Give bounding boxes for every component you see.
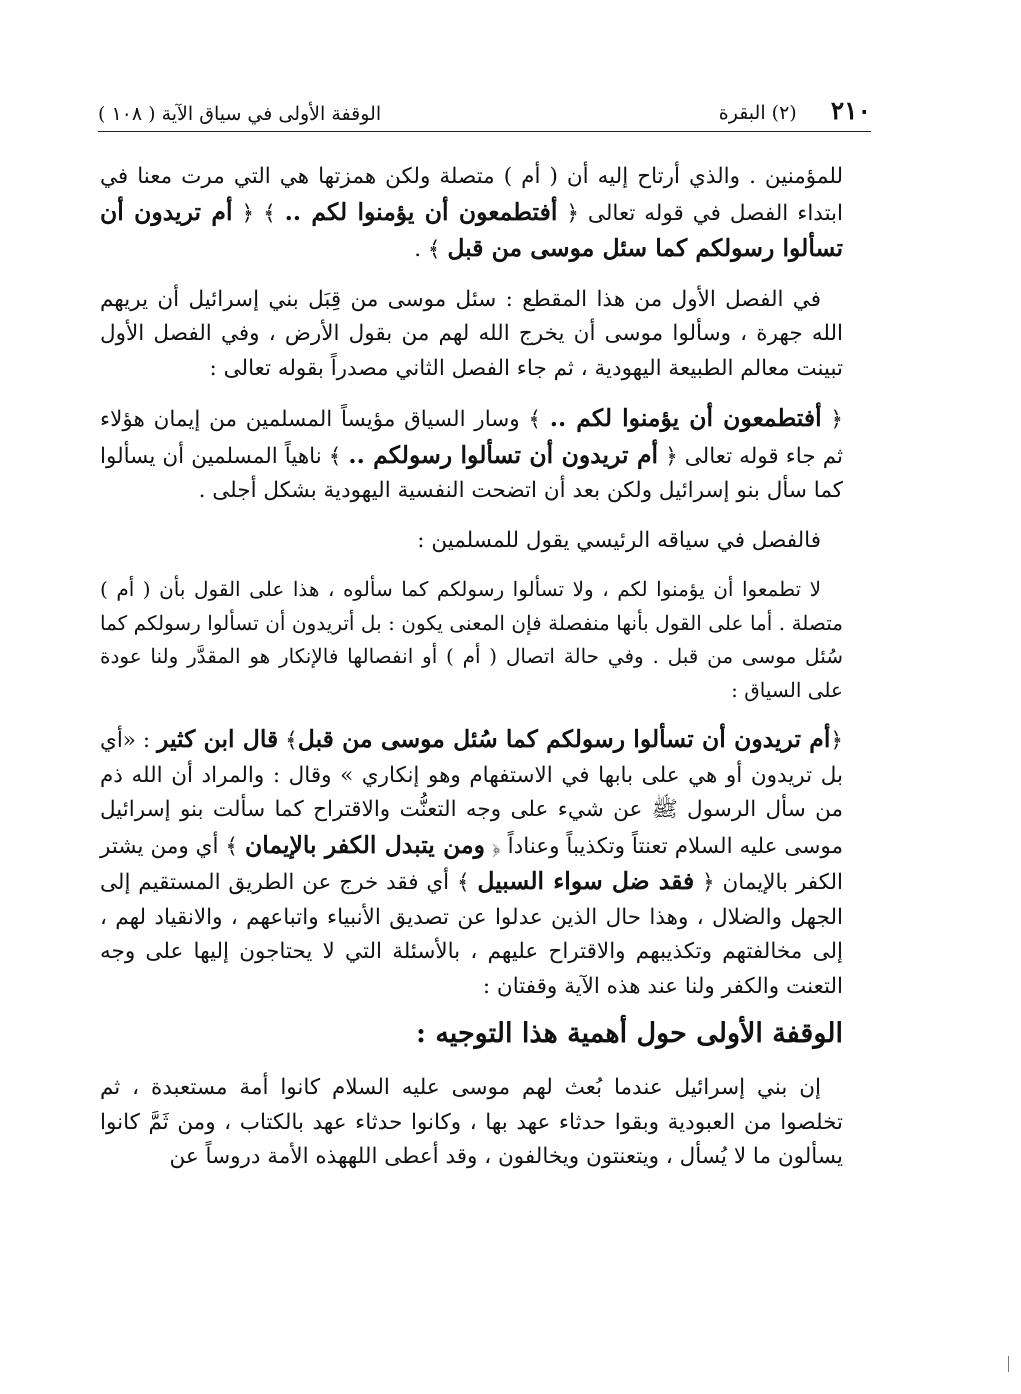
quran-quote: أفتطمعون أن يؤمنوا لكم ..	[549, 404, 822, 432]
page-number: ٢١٠	[830, 96, 871, 125]
page-header	[98, 92, 871, 132]
page-body	[100, 160, 843, 1175]
text: ﴿	[821, 407, 844, 432]
paragraph-3	[100, 401, 843, 509]
text: ﴾ ناهياً المسلمين أن يسألوا كما سأل بنو إسرائيل ولكن بعد أن اتضحت النفسية اليهودية بشكل أجلى .	[100, 443, 843, 503]
text: ﴾ أي فقد خرج عن الطريق المستقيم إلى الجهل والضلال ، وهذا حال الذين عدلوا عن تصديق الأنبياء واتباعهم ، والانقياد لهم ، إلى مخالفتهم وتكذيبهم والاقتراح عليهم ، بالأسئلة التي لا يحتاجون إليها على وجه التعنت والكفر ولنا عند هذه الآية وقفتان :	[100, 870, 843, 999]
sura-name: (٢) البقرة	[718, 102, 797, 124]
text: ﴾ أي ومن يشتر الكفر بالإيمان ﴿	[100, 833, 844, 895]
text: ﴾ .	[414, 237, 448, 262]
text: ﴾ وسار السياق مؤيساً المسلمين من إيمان هؤلاء ثم جاء قوله تعالى ﴿	[100, 407, 843, 469]
paragraph-6	[100, 722, 843, 1004]
scan-mark	[1008, 1356, 1009, 1372]
quran-quote: أم تريدون أن تسألوا رسولكم كما سئل موسى من قبل	[100, 197, 843, 262]
author-citation: قال ابن كثير	[157, 725, 279, 753]
text: ﴾ ﴿	[232, 200, 285, 226]
quran-quote: أم تريدون أن تسألوا رسولكم ..	[348, 440, 659, 469]
paragraph-7: إن بني إسرائيل عندما بُعث لهم موسى عليه السلام كانوا أمة مستعبدة ، ثم تخلصوا من العبودية وبقوا حدثاء عهد بها ، وكانوا حدثاء عهد بالكتاب ، ومن ثَمَّ كانوا يسألون ما لا يُسأل ، ويتعنتون ويخالفون ، وقد أعطى اللههذه الأمة دروساً عن	[100, 1075, 843, 1169]
paragraph-5: لا تطمعوا أن يؤمنوا لكم ، ولا تسألوا رسولكم كما سألوه ، هذا على القول بأن ( أم ) متصلة . أما على القول بأنها منفصلة فإن المعنى يكون : بل أتريدون أن تسألوا رسولكم كما سُئل موسى من قبل . وفي حالة اتصال ( أم ) أو انفصالها فالإنكار هو المقدَّر ولنا عودة على السياق :	[100, 577, 843, 702]
paragraph-1	[100, 160, 843, 268]
quran-quote: أفتطمعون أن يؤمنوا لكم ..	[284, 197, 558, 226]
text: للمؤمنين . والذي أرتاح إليه أن ( أم ) متصلة ولكن همزتها هي التي مرت معنا في ابتداء الفصل في قوله تعالى ﴿	[100, 164, 844, 226]
quran-quote: أم تريدون أن تسألوا رسولكم كما سُئل موسى من قبل	[297, 725, 831, 753]
quran-quote: ومن يتبدل الكفر بالإيمان	[244, 830, 485, 859]
section-title: الوقفة الأولى في سياق الآية ( ١٠٨ )	[98, 103, 382, 125]
paragraph-2: في الفصل الأول من هذا المقطع : سئل موسى من قِبَل بني إسرائيل أن يريهم الله جهرة ، وسألوا موسى أن يخرج الله لهم من بقول الأرض ، وفي الفصل الأول تبينت معالم الطبيعة اليهودية ، ثم جاء الفصل الثاني مصدراً بقوله تعالى :	[100, 286, 843, 381]
subheading: الوقفة الأولى حول أهمية هذا التوجيه :	[415, 1018, 843, 1049]
text: : «أي بل تريدون أو هي على بابها في الاستفهام وهو إنكاري » وقال : والمراد أن الله ذم من سأل الرسول ﷺ عن شيء على وجه التعنُّت والاقتراح كما سألت بنو إسرائيل موسى عليه السلام تعنتاً وتكذيباً وعناداً ﴿	[100, 728, 843, 859]
header-right	[719, 96, 871, 125]
text: ﴿	[830, 728, 843, 753]
quran-quote: فقد ضل سواء السبيل	[477, 867, 695, 895]
text: ﴾	[278, 728, 298, 753]
paragraph-4: فالفصل في سياقه الرئيسي يقول للمسلمين :	[417, 527, 821, 553]
